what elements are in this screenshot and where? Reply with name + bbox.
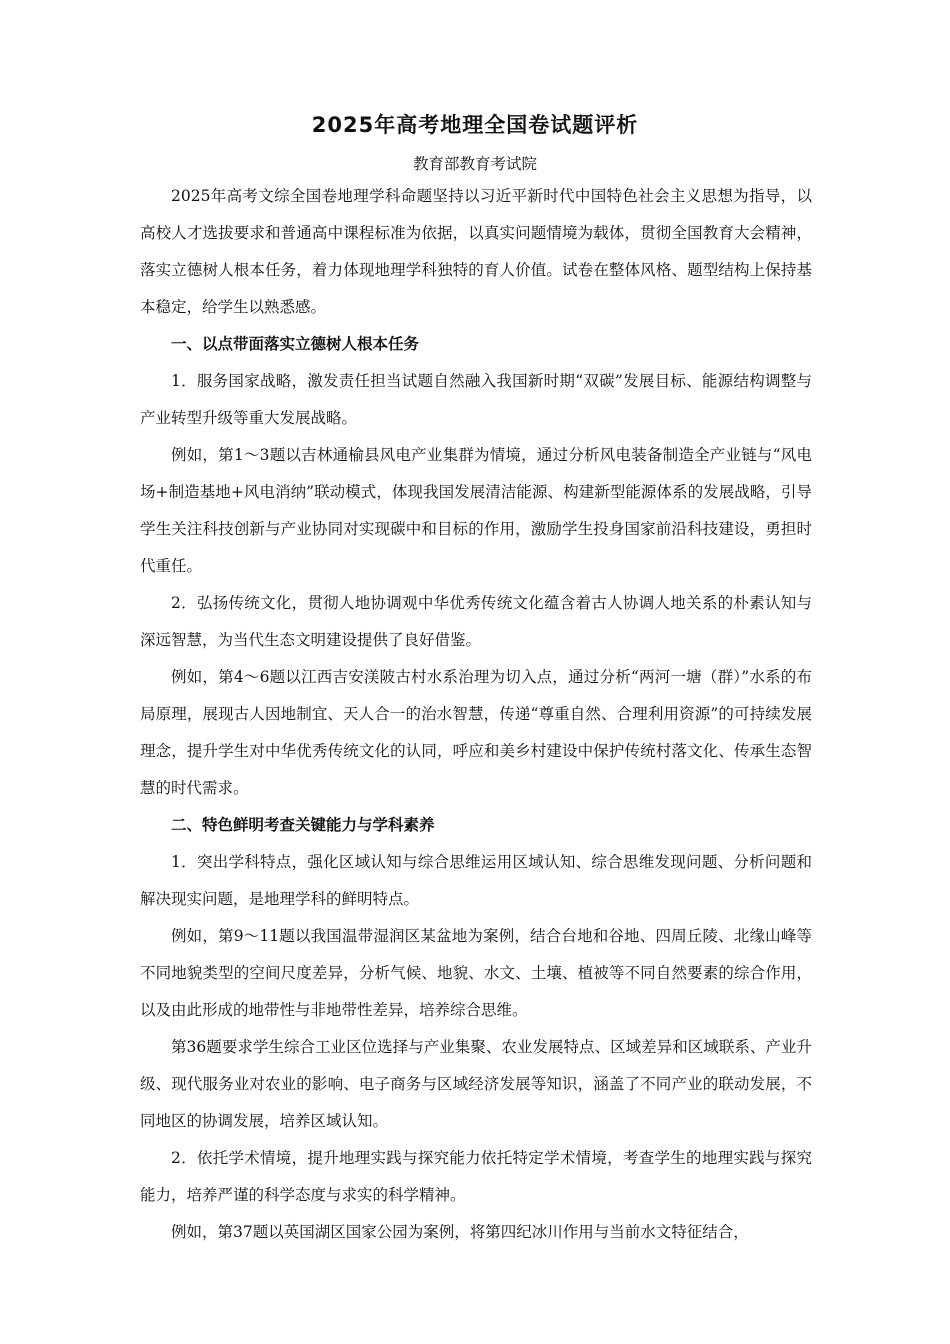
intro-paragraph: 2025年高考文综全国卷地理学科命题坚持以习近平新时代中国特色社会主义思想为指导，以高校人才选拔要求和普通高中课程标准为依据，以真实问题情境为载体，贯彻全国教育大会精神，落实立德树人根本任务，着力体现地理学科独特的育人价值。试卷在整体风格、题型结构上保持基本稳定，给学生以熟悉感。 (140, 187, 812, 316)
section2-paragraph-5: 例如，第37题以英国湖区国家公园为案例，将第四纪冰川作用与当前水文特征结合， (171, 1223, 749, 1241)
section1-paragraph-2: 例如，第1～3题以吉林通榆县风电产业集群为情境，通过分析风电装备制造全产业链与“风电场+制造基地+风电消纳”联动模式，体现我国发展清洁能源、构建新型能源体系的发展战略，引导学生关注科技创新与产业协同对实现碳中和目标的作用，激励学生投身国家前沿科技建设，勇担时代重任。 (140, 446, 812, 575)
section1-paragraph-3: 2．弘扬传统文化，贯彻人地协调观中华优秀传统文化蕴含着古人协调人地关系的朴素认知与深远智慧，为当代生态文明建设提供了良好借鉴。 (140, 594, 812, 649)
section2-paragraph-2: 例如，第9～11题以我国温带湿润区某盆地为案例，结合台地和谷地、四周丘陵、北缘山峰等不同地貌类型的空间尺度差异，分析气候、地貌、水文、土壤、植被等不同自然要素的综合作用，以及由此形成的地带性与非地带性差异，培养综合思维。 (140, 927, 812, 1019)
section2-paragraph-4: 2．依托学术情境，提升地理实践与探究能力依托特定学术情境，考查学生的地理实践与探究能力，培养严谨的科学态度与求实的科学精神。 (140, 1149, 812, 1204)
section-heading-2: 二、特色鲜明考查关键能力与学科素养 (171, 816, 435, 834)
document-author: 教育部教育考试院 (412, 155, 537, 173)
section2-paragraph-3: 第36题要求学生综合工业区位选择与产业集聚、农业发展特点、区域差异和区域联系、产业升级、现代服务业对农业的影响、电子商务与区域经济发展等知识，涵盖了不同产业的联动发展，不同地区的协调发展，培养区域认知。 (140, 1038, 812, 1130)
document-body (140, 178, 812, 1251)
section-heading-1: 一、以点带面落实立德树人根本任务 (171, 335, 420, 353)
section1-paragraph-1: 1．服务国家战略，激发责任担当试题自然融入我国新时期“双碳”发展目标、能源结构调整与产业转型升级等重大发展战略。 (140, 372, 812, 427)
section2-paragraph-1: 1．突出学科特点，强化区域认知与综合思维运用区域认知、综合思维发现问题、分析问题和解决现实问题，是地理学科的鲜明特点。 (140, 853, 812, 908)
document-title: 2025年高考地理全国卷试题评析 (311, 113, 639, 137)
section1-paragraph-4: 例如，第4～6题以江西吉安渼陂古村水系治理为切入点，通过分析“两河一塘（群）”水系的布局原理，展现古人因地制宜、天人合一的治水智慧，传递“尊重自然、合理利用资源”的可持续发展理念，提升学生对中华优秀传统文化的认同，呼应和美乡村建设中保护传统村落文化、传承生态智慧的时代需求。 (140, 668, 812, 797)
